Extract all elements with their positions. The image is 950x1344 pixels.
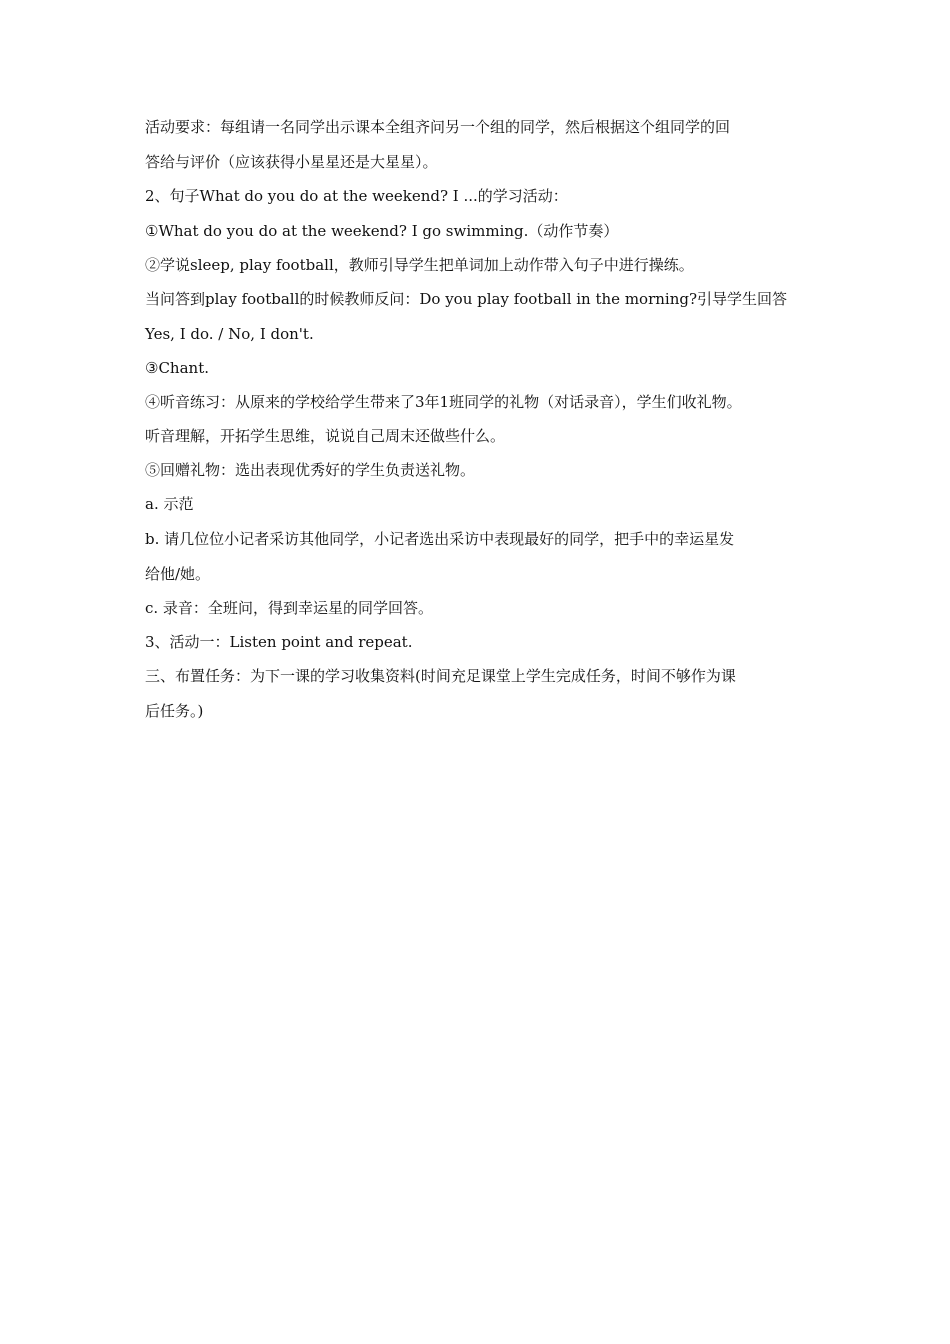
step-1-line: ①What do you do at the weekend? I go swimming.（动作节奏） (145, 222, 619, 240)
item-c-line: c. 录音：全班问，得到幸运星的同学回答。 (145, 599, 433, 617)
item-b-line-2: 给他/她。 (145, 565, 211, 583)
step-4-line-2: 听音理解，开拓学生思维，说说自己周末还做些什么。 (145, 427, 506, 445)
item-b-line-1: b. 请几位位小记者采访其他同学，小记者选出采访中表现最好的同学，把手中的幸运星发 (145, 530, 735, 548)
activity-requirement-line-2: 答给与评价（应该获得小星星还是大星星）。 (145, 153, 438, 171)
teacher-question-line: 当问答到play football的时候教师反问：Do you play football in the morning?引导学生回答 (145, 290, 788, 308)
activity-requirement-line-1: 活动要求：每组请一名同学出示课本全组齐问另一个组的同学，然后根据这个组同学的回 (145, 118, 731, 136)
activity-one-line: 3、活动一：Listen point and repeat. (145, 633, 413, 651)
step-2-line: ②学说sleep, play football，教师引导学生把单词加上动作带入句子中进行操练。 (145, 256, 694, 274)
assignment-line-1: 三、布置任务：为下一课的学习收集资料(时间充足课堂上学生完成任务，时间不够作为课 (145, 667, 736, 685)
sentence-activity-heading: 2、句子What do you do at the weekend? I ...的学习活动： (145, 187, 568, 205)
step-5-line: ⑤回赠礼物：选出表现优秀好的学生负责送礼物。 (145, 461, 476, 479)
assignment-line-2: 后任务。) (145, 702, 204, 720)
item-a-line: a. 示范 (145, 495, 194, 513)
document-body (145, 116, 810, 722)
step-3-line: ③Chant. (145, 359, 209, 377)
answer-line: Yes, I do. / No, I don't. (145, 325, 314, 343)
step-4-line-1: ④听音练习：从原来的学校给学生带来了3年1班同学的礼物（对话录音），学生们收礼物。 (145, 393, 742, 411)
